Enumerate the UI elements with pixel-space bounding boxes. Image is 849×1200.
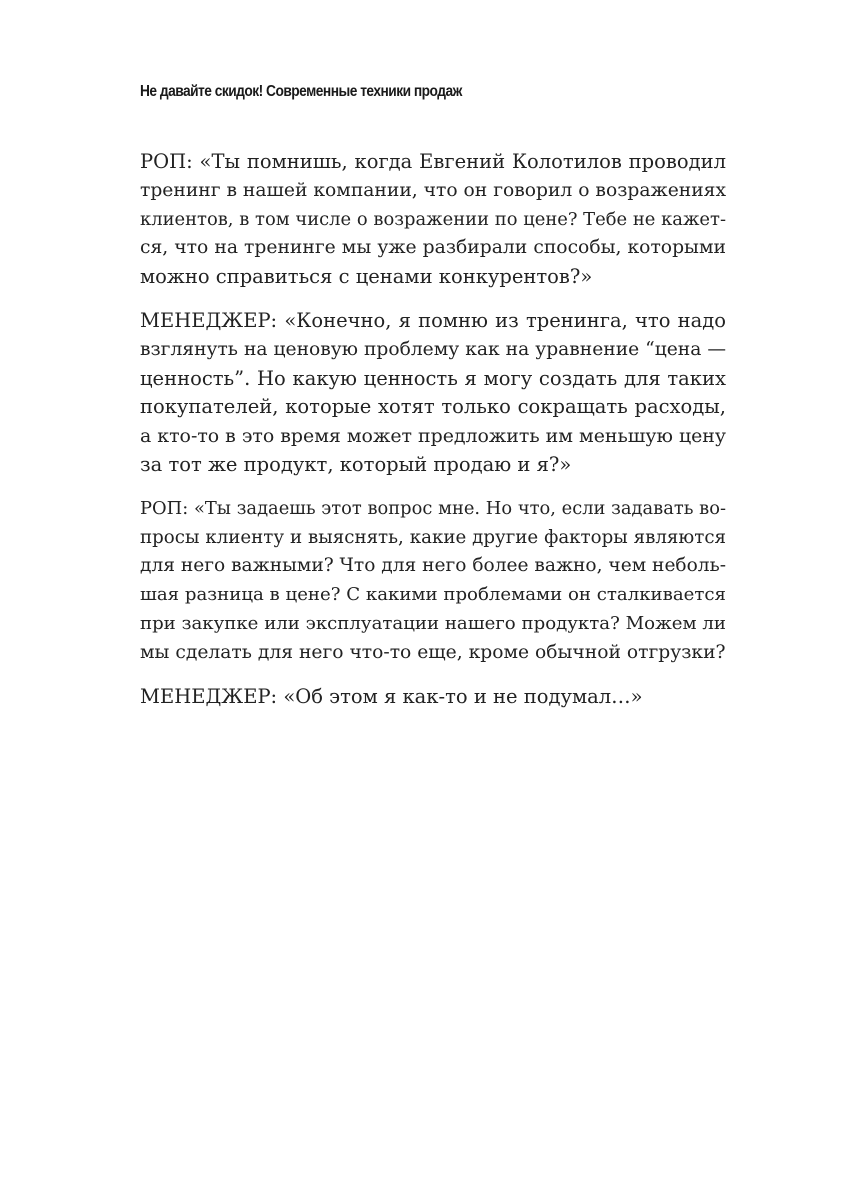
text-line: ценность”. Но какую ценность я могу создать для таких <box>140 366 726 390</box>
text-line: можно справиться с ценами конкурентов?» <box>140 265 593 289</box>
text-line: мы сделать для него что-то еще, кроме обычной отгрузки? <box>140 641 726 663</box>
text-line: за тот же продукт, который продаю и я?» <box>140 452 572 476</box>
text-line: взглянуть на ценовую проблему как на уравнение “цена — <box>140 338 726 360</box>
text-line: тренинг в нашей компании, что он говорил о возражениях <box>140 179 726 201</box>
dialogue-paragraph <box>140 683 726 712</box>
text-line: РОП: «Ты помнишь, когда Евгений Колотилов проводил <box>140 150 726 173</box>
running-header: Не давайте скидок! Современные техники продаж <box>140 83 462 100</box>
text-line: РОП: «Ты задаешь этот вопрос мне. Но что, если задавать во- <box>140 497 726 519</box>
text-line: для него важными? Что для него более важно, чем неболь- <box>140 555 727 577</box>
dialogue-paragraph <box>140 495 726 668</box>
text-line: а кто-то в это время может предложить им меньшую цену <box>140 425 727 448</box>
text-line: МЕНЕДЖЕР: «Об этом я как-то и не подумал…» <box>140 684 643 708</box>
text-line: шая разница в цене? С какими проблемами он сталкивается <box>140 584 726 606</box>
text-line: клиентов, в том числе о возражении по цене? Тебе не кажет- <box>140 208 726 230</box>
text-line: МЕНЕДЖЕР: «Конечно, я помню из тренинга, что надо <box>140 308 726 332</box>
text-line: ся, что на тренинге мы уже разбирали способы, которыми <box>140 237 726 259</box>
page-body <box>140 148 726 726</box>
dialogue-paragraph <box>140 307 726 480</box>
text-line: при закупке или эксплуатации нашего продукта? Можем ли <box>140 612 726 634</box>
text-line: покупателей, которые хотят только сокращать расходы, <box>140 395 726 419</box>
text-line: просы клиенту и выяснять, какие другие факторы являются <box>140 526 726 548</box>
dialogue-paragraph <box>140 148 726 292</box>
